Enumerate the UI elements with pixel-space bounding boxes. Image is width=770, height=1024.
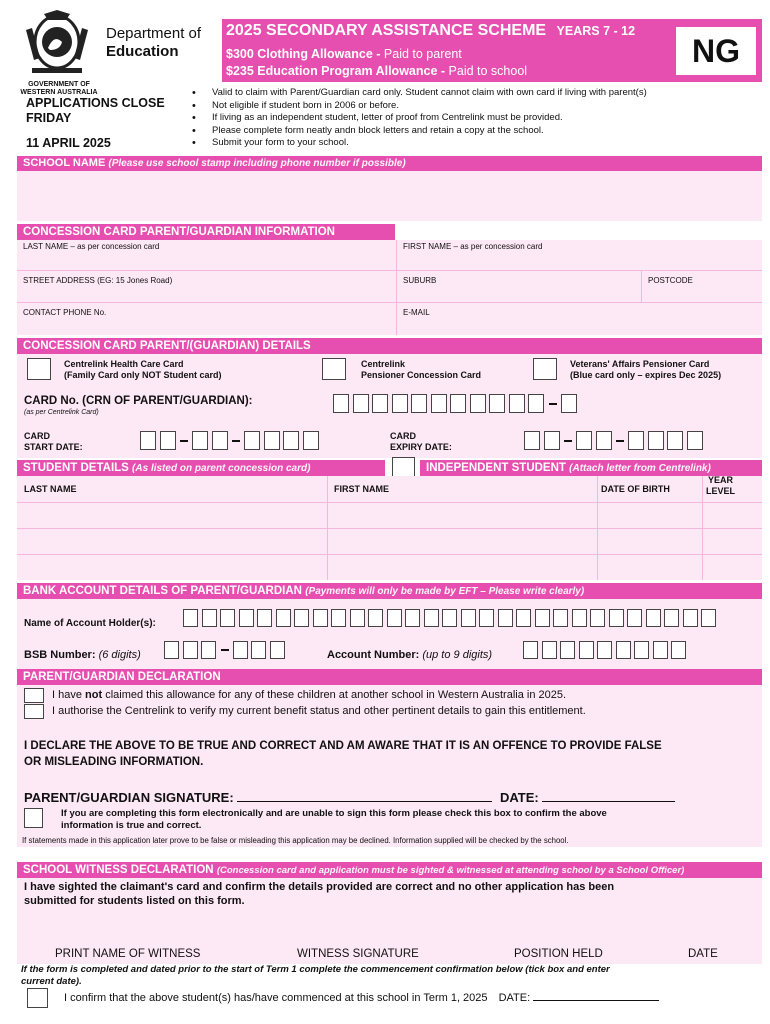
email-field[interactable]: E-MAIL [403, 308, 430, 317]
commencement-note: If the form is completed and dated prior to the start of Term 1 complete the commencement confirmation below (tick box and enter current date). [21, 964, 610, 987]
independent-student-header: INDEPENDENT STUDENT (Attach letter from Centrelink) [420, 460, 762, 476]
student-first-name-header: FIRST NAME [334, 484, 389, 494]
last-name-field[interactable]: LAST NAME – as per concession card [17, 240, 397, 271]
print-name-label: PRINT NAME OF WITNESS [55, 948, 201, 960]
witness-header: SCHOOL WITNESS DECLARATION (Concession card and application must be sighted & witnessed at attending school by a School Officer) [17, 862, 762, 878]
crn-note: (as per Centrelink Card) [24, 409, 99, 416]
list-item: • Not eligible if student born in 2006 or before. [190, 100, 766, 113]
account-number-label: Account Number: (up to 9 digits) [327, 649, 493, 661]
signature-label: PARENT/GUARDIAN SIGNATURE: [24, 790, 234, 805]
signature-field[interactable] [237, 801, 492, 802]
commencement-date-field[interactable] [533, 1000, 659, 1001]
false-statement-note: If statements made in this application later prove to be false or misleading this application may be declined. Information supplied will be checked by the school. [22, 836, 569, 845]
card-start-date-input[interactable] [140, 431, 322, 450]
crn-input[interactable] [333, 394, 580, 413]
list-item: • Please complete form neatly andn block letters and retain a copy at the school. [190, 125, 766, 138]
account-holder-label: Name of Account Holder(s): [24, 618, 156, 629]
eligibility-list [190, 87, 766, 150]
electronic-confirm-text: If you are completing this form electronically and are unable to sign this form please check this box to confirm the above information is true and correct. [61, 808, 607, 831]
health-care-card-checkbox[interactable] [27, 358, 51, 380]
witness-date-label: DATE [688, 948, 718, 960]
witness-signature-label: WITNESS SIGNATURE [297, 948, 419, 960]
not-claimed-checkbox[interactable] [24, 688, 44, 703]
position-held-label: POSITION HELD [514, 948, 603, 960]
card-expiry-date-label: CARD EXPIRY DATE: [390, 431, 452, 452]
declaration-header: PARENT/GUARDIAN DECLARATION [17, 669, 762, 685]
postcode-field[interactable]: POSTCODE [642, 271, 762, 303]
scheme-title-banner: 2025 SECONDARY ASSISTANCE SCHEME YEARS 7 - 12 $300 Clothing Allowance - Paid to parent $235 Education Program Allowance - Paid to school NG [222, 19, 762, 82]
applications-close: APPLICATIONS CLOSE FRIDAY [26, 96, 165, 125]
code-box: NG [676, 27, 756, 75]
department-name: Department of Education [106, 25, 202, 60]
bsb-label: BSB Number: (6 digits) [24, 649, 141, 661]
suburb-field[interactable]: SUBURB [397, 271, 642, 303]
not-claimed-text: I have not claimed this allowance for any of these children at another school in Western Australia in 2025. [52, 689, 567, 701]
wa-crest-logo [14, 8, 100, 82]
authorise-centrelink-text: I authorise the Centrelink to verify my current benefit status and other pertinent details to gain this entitlement. [52, 705, 586, 717]
veterans-card-checkbox[interactable] [533, 358, 557, 380]
card-start-date-label: CARD START DATE: [24, 431, 83, 452]
commencement-checkbox[interactable] [27, 988, 48, 1008]
school-name-header: SCHOOL NAME (Please use school stamp including phone number if possible) [17, 156, 762, 171]
witness-statement: I have sighted the claimant's card and confirm the details provided are correct and no other application has been submitted for students listed on this form. [24, 881, 615, 907]
first-name-field[interactable]: FIRST NAME – as per concession card [397, 240, 762, 271]
contact-phone-field[interactable]: CONTACT PHONE No. [17, 303, 397, 335]
signature-row [24, 790, 675, 805]
student-table [17, 476, 762, 580]
years-label: YEARS 7 - 12 [556, 24, 636, 38]
student-year-header: YEAR LEVEL [706, 475, 736, 496]
school-name-field[interactable] [17, 171, 762, 221]
street-address-field[interactable]: STREET ADDRESS (EG: 15 Jones Road) [17, 271, 397, 303]
authorise-centrelink-checkbox[interactable] [24, 704, 44, 719]
account-number-input[interactable] [523, 641, 690, 659]
list-item: • If living as an independent student, letter of proof from Centrelink must be provided. [190, 112, 766, 125]
list-item: • Valid to claim with Parent/Guardian card only. Student cannot claim with own card if living with parent(s) [190, 87, 766, 100]
signature-date-label: DATE: [499, 790, 539, 805]
close-date: 11 APRIL 2025 [26, 136, 111, 150]
student-last-name-header: LAST NAME [24, 484, 77, 494]
account-holder-input[interactable] [183, 609, 720, 627]
commencement-confirm: I confirm that the above student(s) has/have commenced at this school in Term 1, 2025 DATE: [64, 992, 659, 1004]
signature-date-field[interactable] [542, 801, 675, 802]
scheme-title: 2025 SECONDARY ASSISTANCE SCHEME [226, 22, 547, 39]
veterans-card-label: Veterans' Affairs Pensioner Card (Blue card only – expires Dec 2025) [570, 359, 722, 380]
parent-info-grid [17, 240, 762, 335]
health-care-card-label: Centrelink Health Care Card (Family Card only NOT Student card) [64, 359, 222, 380]
pensioner-card-checkbox[interactable] [322, 358, 346, 380]
parent-info-header: CONCESSION CARD PARENT/GUARDIAN INFORMATION [17, 224, 395, 240]
list-item: • Submit your form to your school. [190, 137, 766, 150]
pensioner-card-label: Centrelink Pensioner Concession Card [361, 359, 482, 380]
student-dob-header: DATE OF BIRTH [601, 484, 670, 494]
bank-details-header: BANK ACCOUNT DETAILS OF PARENT/GUARDIAN (Payments will only be made by EFT – Please write clearly) [17, 583, 762, 599]
government-label: GOVERNMENT OF WESTERN AUSTRALIA [20, 81, 98, 96]
student-details-header: STUDENT DETAILS (As listed on parent concession card) [17, 460, 385, 476]
crn-label: CARD No. (CRN OF PARENT/GUARDIAN): [24, 395, 253, 407]
bsb-input[interactable] [164, 641, 288, 659]
card-details-header: CONCESSION CARD PARENT/(GUARDIAN) DETAILS [17, 338, 762, 354]
declaration-statement: I DECLARE THE ABOVE TO BE TRUE AND CORRECT AND AM AWARE THAT IT IS AN OFFENCE TO PROVIDE FALSE OR MISLEADING INFORMATION. [24, 740, 662, 768]
card-expiry-date-input[interactable] [524, 431, 706, 450]
electronic-confirm-checkbox[interactable] [24, 808, 43, 828]
